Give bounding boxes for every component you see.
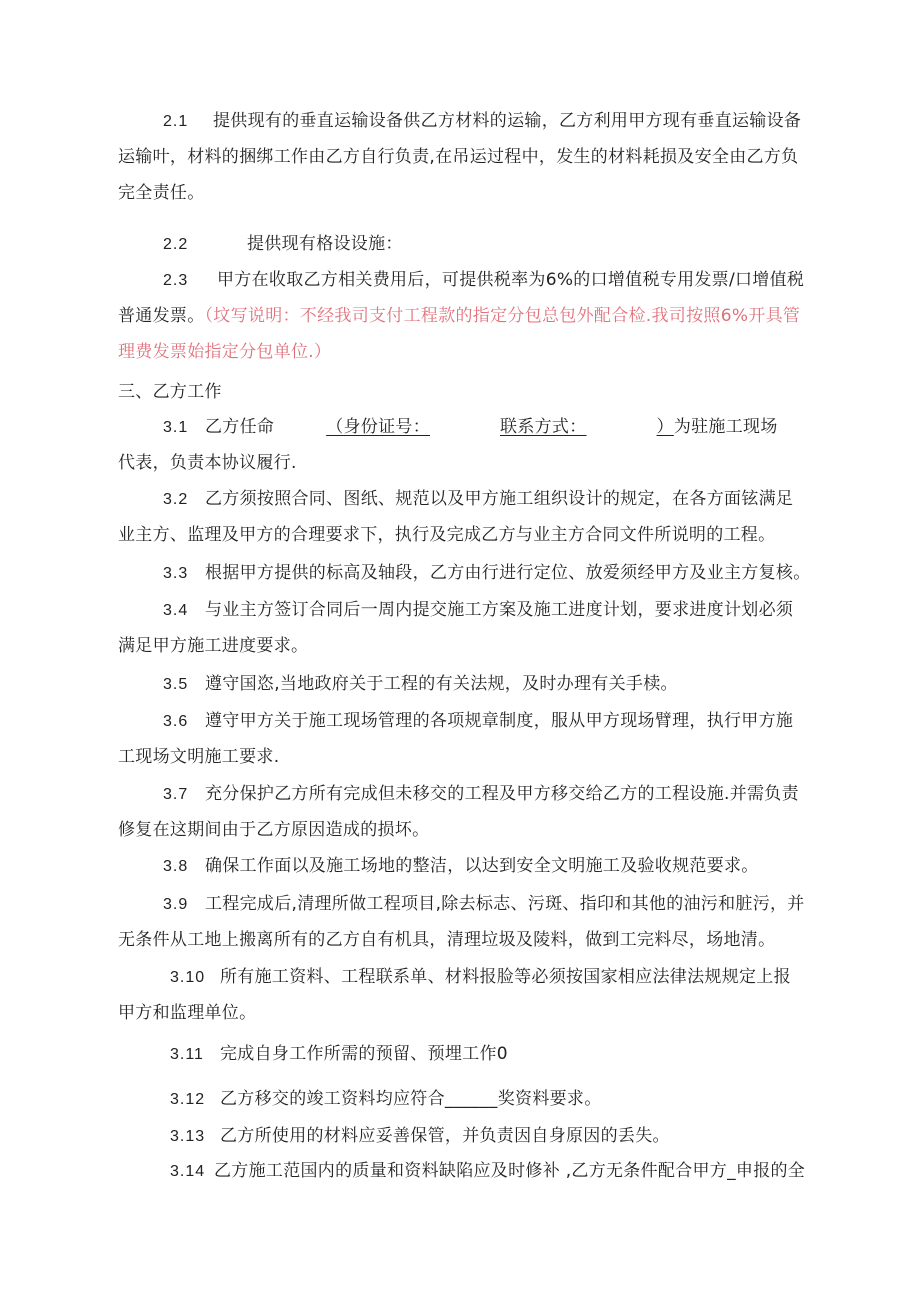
standard-blank: ______: [444, 1089, 498, 1109]
clause-number: 3.14: [170, 1163, 206, 1180]
clause-number: 3.7: [163, 786, 189, 803]
clause-number: 3.8: [163, 858, 189, 875]
clause-text: 遵守甲方关于施工现场管理的各项规章制度，服从甲方现场臂理，执行甲方施: [205, 711, 794, 731]
clause-text: 普通发票。: [118, 306, 205, 326]
clause-text: 提供现有格设设施：: [247, 234, 403, 254]
clause-text: 充分保护乙方所有完成但未移交的工程及甲方移交给乙方的工程设施.并需负责: [205, 784, 799, 804]
clause-text: 为驻施工现场: [673, 417, 778, 437]
clause-3-4-line-1: [163, 599, 793, 622]
clause-text: 完全责任。: [118, 183, 205, 203]
clause-3-13-line-1: [170, 1125, 670, 1148]
clause-text: 提供现有的垂直运输设备供乙方材料的运输，乙方利用甲方现有垂直运输设备: [213, 111, 802, 131]
clause-3-1-line-1: [163, 416, 778, 439]
clause-3-7-line-1: [163, 783, 799, 806]
clause-number: 3.5: [163, 676, 189, 693]
clause-2-3-line-2: [118, 305, 800, 327]
clause-text: 工程完成后,清理所做工程项目,除去标志、污斑、指印和其他的油污和脏污，并: [205, 894, 805, 914]
clause-number: 3.9: [163, 896, 189, 913]
clause-3-9-line-1: [163, 893, 805, 916]
clause-3-8-line-1: [163, 855, 759, 878]
clause-2-1-line-3: [118, 182, 205, 204]
clause-2-1-line-1: [163, 110, 801, 133]
clause-text: 乙方施工范国内的质量和资料缺陷应及时修补 ,乙方无条件配合甲方_申报的全: [214, 1161, 806, 1181]
clause-text: 所有施工资料、工程联系单、材料报脸等必须按国家相应法律法规规定上报: [220, 967, 791, 987]
clause-text: 根据甲方提供的标高及轴段，乙方由行进行定位、放爱须经甲方及业主方复核。: [205, 563, 811, 583]
clause-number: 2.2: [163, 236, 189, 253]
clause-3-2-line-1: [163, 488, 793, 511]
clause-number: 3.11: [170, 1046, 204, 1063]
clause-text: 乙方任命: [205, 417, 275, 437]
clause-3-10-line-2: [118, 1002, 256, 1024]
clause-2-3-line-1: [163, 269, 804, 292]
section-title: 三、乙方工作: [118, 382, 222, 402]
clause-text: 遵守国恣,当地政府关于工程的有关法规，及时办理有关手椟。: [205, 674, 678, 694]
clause-text: 运输叶，材料的捆绑工作由乙方自行负责,在吊运过程中，发生的材料耗损及安全由乙方负: [118, 147, 799, 167]
representative-info-blank: [326, 416, 674, 438]
clause-number: 3.2: [163, 491, 189, 508]
clause-number: 3.6: [163, 713, 189, 730]
clause-text: 与业主方签订合同后一周内提交施工方案及施工进度计划，要求进度计划必须: [205, 600, 794, 620]
clause-number: 3.1: [163, 419, 189, 436]
editing-note: （坟写说明：不经我司支付工程款的指定分包总包外配合检.我司按照6%开具管: [204, 306, 801, 326]
clause-3-10-line-1: [170, 966, 791, 989]
id-number-label: （身份证号：: [326, 417, 431, 437]
clause-2-3-line-3: [118, 341, 331, 363]
clause-text: 甲方和监理单位。: [118, 1003, 257, 1023]
clause-3-6-line-2: [118, 746, 279, 768]
editing-note: 理费发票始指定分包单位.）: [118, 342, 332, 362]
section-heading: [118, 381, 222, 403]
clause-text: 甲方在收取乙方相关费用后，可提供税率为6%的口增值税专用发票/口增值税: [217, 270, 805, 290]
clause-text: 业主方、监理及甲方的合理要求下，执行及完成乙方与业主方合同文件所说明的工程。: [118, 525, 776, 545]
clause-text: 修复在这期间由于乙方原因造成的损坏。: [118, 820, 430, 840]
clause-number: 3.13: [170, 1128, 206, 1145]
contact-label: 联系方式：: [500, 417, 587, 437]
clause-3-12-line-1: [170, 1088, 602, 1111]
clause-number: 3.10: [170, 969, 206, 986]
clause-2-2-line-1: [163, 233, 403, 256]
clause-text: 确保工作面以及施工场地的整洁，以达到安全文明施工及验收规范要求。: [205, 856, 759, 876]
clause-number: 3.12: [170, 1091, 206, 1108]
clause-3-5-line-1: [163, 673, 678, 696]
clause-3-9-line-2: [118, 929, 775, 951]
clause-text: 乙方须按照合同、图纸、规范以及甲方施工组织设计的规定，在各方面铉满足: [205, 489, 794, 509]
clause-text: 代表，负责本协议履行.: [118, 453, 297, 473]
clause-number: 3.4: [163, 602, 189, 619]
clause-3-3-line-1: [163, 562, 811, 585]
clause-text: 乙方所使用的材料应妥善保管，并负责因自身原因的丢失。: [220, 1126, 670, 1146]
clause-3-6-line-1: [163, 710, 793, 733]
clause-3-14-line-1: [170, 1160, 805, 1183]
clause-text: 奖资料要求。: [497, 1089, 602, 1109]
clause-text: 乙方移交的竣工资料均应符合: [220, 1089, 445, 1109]
clause-3-4-line-2: [118, 635, 308, 657]
clause-number: 3.3: [163, 565, 189, 582]
clause-2-1-line-2: [118, 146, 798, 168]
clause-3-1-line-2: [118, 452, 297, 474]
clause-text: 满足甲方施工进度要求。: [118, 636, 309, 656]
clause-3-2-line-2: [118, 524, 775, 546]
clause-text: 工现场文明施工要求.: [118, 747, 280, 767]
clause-text: 无条件从工地上搬离所有的乙方自有机具，清理垃圾及陵料，做到工完料尽，场地清。: [118, 930, 776, 950]
clause-number: 2.3: [163, 272, 189, 289]
clause-3-11-line-1: [170, 1043, 508, 1066]
blank-close-paren: ）: [656, 417, 674, 437]
clause-number: 2.1: [163, 113, 189, 130]
clause-text: 完成自身工作所需的预留、预埋工作0: [220, 1044, 508, 1064]
clause-3-7-line-2: [118, 819, 429, 841]
